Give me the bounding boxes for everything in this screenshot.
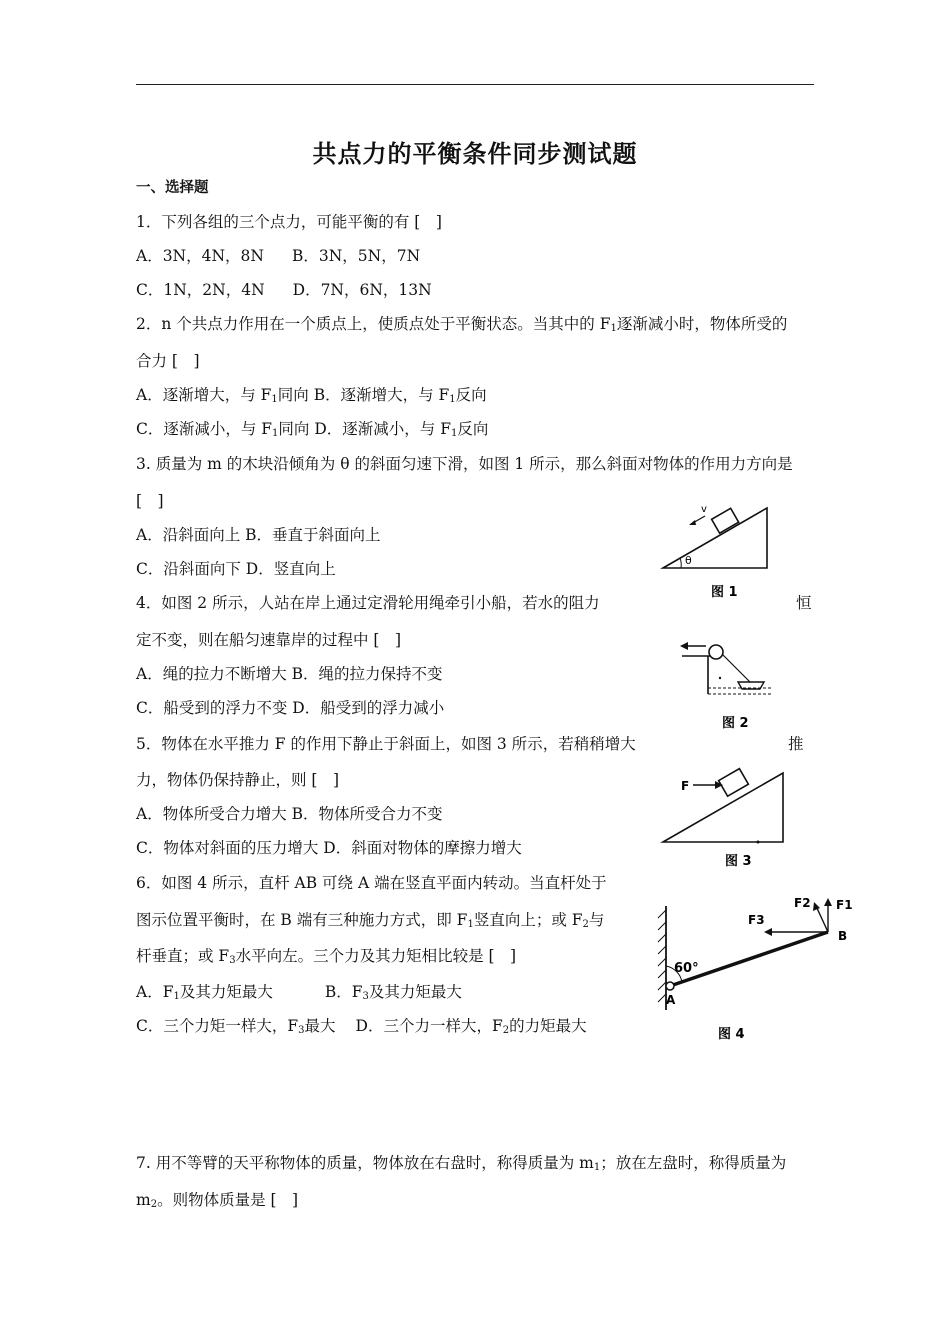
figure-3-incline — [655, 765, 790, 875]
q7-stem: 7. 用不等臂的天平称物体的质量，物体放在右盘时，称得质量为 $m_1$；放在左盘时，称得质量为 — [136, 1154, 787, 1173]
q6-stem: 6．如图 4 所示，直杆 AB 可绕 A 端在竖直平面内转动。当直杆处于 — [136, 874, 607, 892]
q5-options-ab: A．物体所受合力增大 B．物体所受合力不变 — [136, 805, 443, 823]
q6-stem-2: 图示位置平衡时，在 B 端有三种施力方式，即 $F_1$竖直向上；或 $F_2$与 — [136, 911, 605, 930]
q5-stem-2: 力，物体仍保持静止，则 [ ] — [136, 771, 340, 789]
q1-option-d: D．7N，6N，13N — [292, 281, 432, 299]
q5-options-cd: C．物体对斜面的压力增大 D．斜面对物体的摩擦力增大 — [136, 839, 522, 857]
figure-4-caption: 图 4 — [718, 1027, 745, 1042]
theta-label: θ — [685, 554, 692, 567]
figure-2-caption: 图 2 — [722, 716, 749, 731]
q3-options-cd: C．沿斜面向下 D．竖直向上 — [136, 560, 336, 578]
header-rule — [136, 84, 814, 85]
q1-options-ab — [136, 246, 420, 266]
q4-options-cd: C．船受到的浮力不变 D．船受到的浮力减小 — [136, 699, 445, 717]
figure-3-caption: 图 3 — [725, 854, 752, 869]
q1-option-a: A．3N，4N，8N — [136, 247, 264, 265]
q4-stem-tail: 恒 — [796, 594, 812, 612]
figure-1-caption: 图 1 — [711, 585, 738, 600]
q1-option-c: C．1N，2N，4N — [136, 281, 265, 299]
point-a-label: A — [666, 993, 676, 1007]
q1-options-cd — [136, 280, 432, 300]
page-title: 共点力的平衡条件同步测试题 — [312, 140, 638, 168]
q2-stem-2: 合力 [ ] — [136, 352, 200, 370]
block — [712, 508, 739, 533]
figure-2-boat — [676, 632, 776, 732]
force-f-label: F — [681, 779, 690, 793]
rod-ab — [670, 932, 828, 986]
block — [719, 769, 749, 797]
force-f1-label: F1 — [836, 898, 853, 912]
pivot-a — [666, 982, 674, 990]
point-b-label: B — [838, 929, 848, 943]
q5-stem-tail: 推 — [788, 735, 804, 753]
q4-stem: 4．如图 2 所示，人站在岸上通过定滑轮用绳牵引小船，若水的阻力 — [136, 594, 600, 612]
angle-label: 60° — [674, 961, 699, 976]
force-f2-label: F2 — [794, 896, 811, 910]
figure-1-incline — [655, 500, 775, 605]
q5-stem: 5．物体在水平推力 F 的作用下静止于斜面上，如图 3 所示，若稍稍增大 — [136, 735, 636, 753]
q4-stem-2: 定不变，则在船匀速靠岸的过程中 [ ] — [136, 631, 402, 649]
q7-stem-2: $m_2$。则物体质量是 [ ] — [136, 1191, 299, 1210]
q1-option-b: B．3N，5N，7N — [291, 247, 421, 265]
q1-stem: 1．下列各组的三个点力，可能平衡的有 [ ] — [136, 213, 442, 231]
section-heading: 一、选择题 — [136, 180, 209, 196]
figure-4-rod — [650, 892, 865, 1047]
q6-stem-3: 杆垂直；或 $F_3$水平向左。三个力及其力矩相比较是 [ ] — [136, 947, 517, 966]
force-f3-label: F3 — [748, 913, 765, 927]
q6-options-cd: C．三个力矩一样大，$F_3$最大 D．三个力一样大，$F_2$的力矩最大 — [136, 1017, 587, 1036]
q3-stem: 3. 质量为 m 的木块沿倾角为 θ 的斜面匀速下滑，如图 1 所示，那么斜面对物体的作用力方向是 — [136, 455, 793, 473]
pulley — [709, 645, 723, 659]
q3-stem-2: [ ] — [136, 492, 164, 510]
q3-options-ab: A．沿斜面向上 B．垂直于斜面向上 — [136, 526, 381, 544]
q4-options-ab: A．绳的拉力不断增大 B．绳的拉力保持不变 — [136, 665, 443, 683]
q2-options-cd: C．逐渐减小，与 $F_1$同向 D．逐渐减小，与 $F_1$反向 — [136, 420, 489, 439]
q2-options-ab: A．逐渐增大，与 $F_1$同向 B．逐渐增大，与 $F_1$反向 — [136, 386, 487, 405]
velocity-label: v — [701, 504, 707, 515]
q2-stem: 2．n 个共点力作用在一个质点上，使质点处于平衡状态。当其中的 $F_1$逐渐减小时，物体所受的 — [136, 315, 788, 334]
q6-options-ab: A．$F_1$及其力矩最大 B．$F_3$及其力矩最大 — [136, 983, 462, 1002]
